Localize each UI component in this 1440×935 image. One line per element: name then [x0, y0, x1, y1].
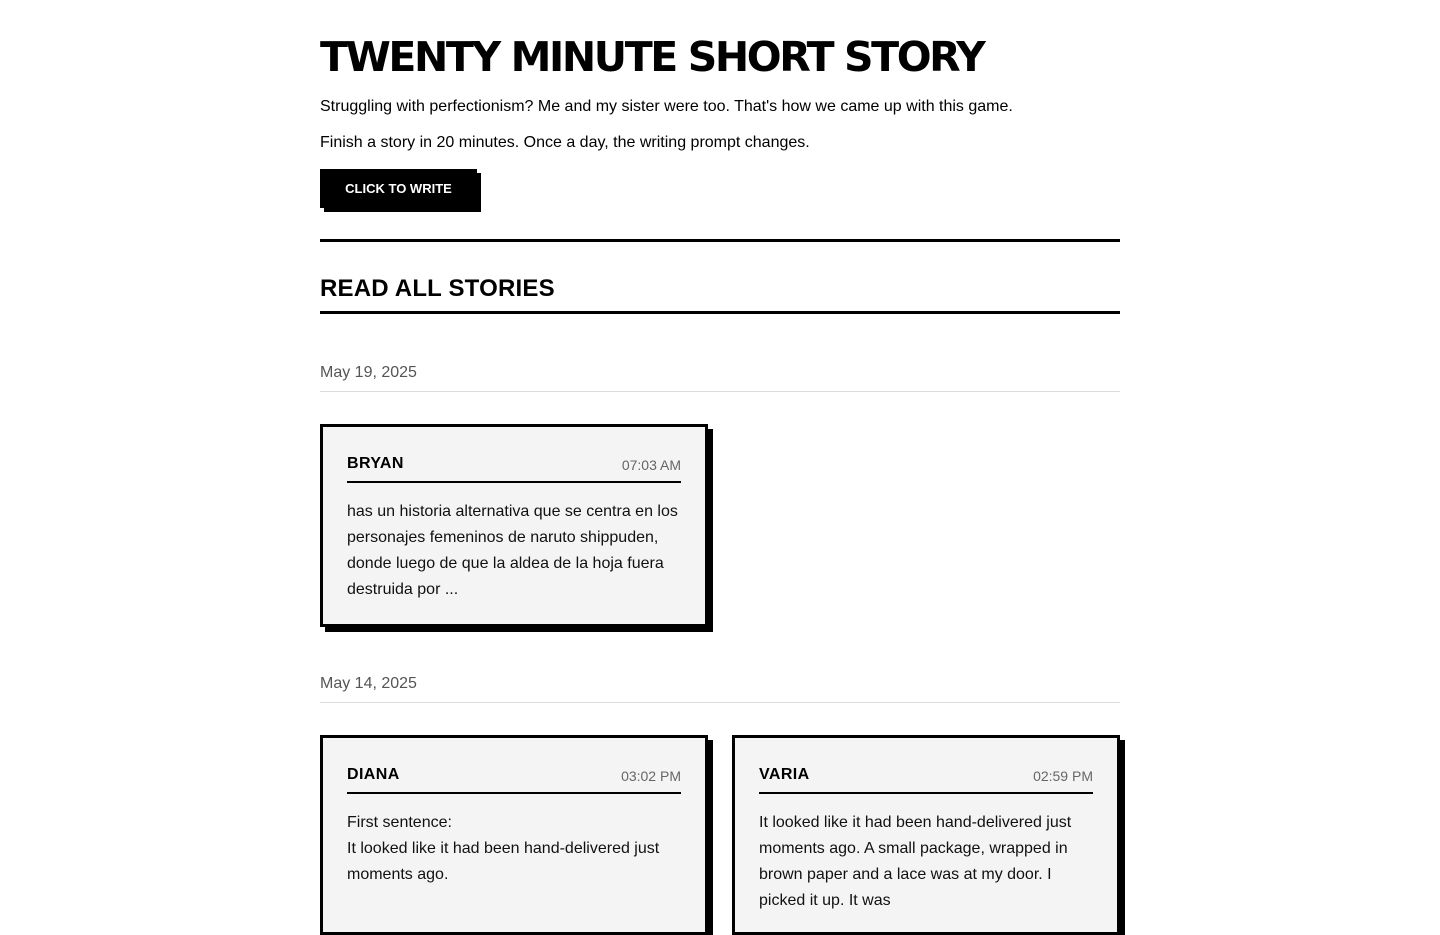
story-card-header: [759, 763, 1093, 794]
story-excerpt: First sentence: It looked like it had been hand-delivered just moments ago.: [347, 814, 660, 883]
story-card-header: [347, 763, 681, 794]
date-heading: May 19, 2025: [320, 364, 417, 381]
story-time: 07:03 AM: [621, 457, 681, 473]
story-excerpt: has un historia alternativa que se centra en los personajes femeninos de naruto shippuden, donde luego de que la aldea de la hoja fuera destruida por ...: [347, 503, 678, 598]
story-card[interactable]: [732, 735, 1120, 935]
story-author: VARIA: [759, 766, 810, 783]
story-excerpt: It looked like it had been hand-delivered just moments ago. A small package, wrapped in brown paper and a lace was at my door. I picked it up. It was: [759, 814, 1072, 909]
click-to-write-button[interactable]: CLICK TO WRITE: [320, 169, 477, 208]
date-divider: [320, 702, 1120, 703]
story-author: DIANA: [347, 766, 400, 783]
story-card-header: [347, 452, 681, 483]
story-time: 03:02 PM: [621, 768, 681, 784]
section-title-read-all-stories: READ ALL STORIES: [320, 275, 555, 302]
date-divider: [320, 391, 1120, 392]
story-author: BRYAN: [347, 455, 404, 472]
story-card[interactable]: [320, 735, 708, 935]
story-time: 02:59 PM: [1033, 768, 1093, 784]
section-divider: [320, 239, 1120, 242]
section-title-underline: [320, 311, 1120, 314]
intro-text-rules: Finish a story in 20 minutes. Once a day, the writing prompt changes.: [320, 134, 810, 151]
date-heading: May 14, 2025: [320, 675, 417, 692]
intro-text: Struggling with perfectionism? Me and my sister were too. That's how we came up with this game.: [320, 98, 1013, 115]
site-title[interactable]: TWENTY MINUTE SHORT STORY: [320, 33, 984, 81]
story-card[interactable]: [320, 424, 708, 627]
